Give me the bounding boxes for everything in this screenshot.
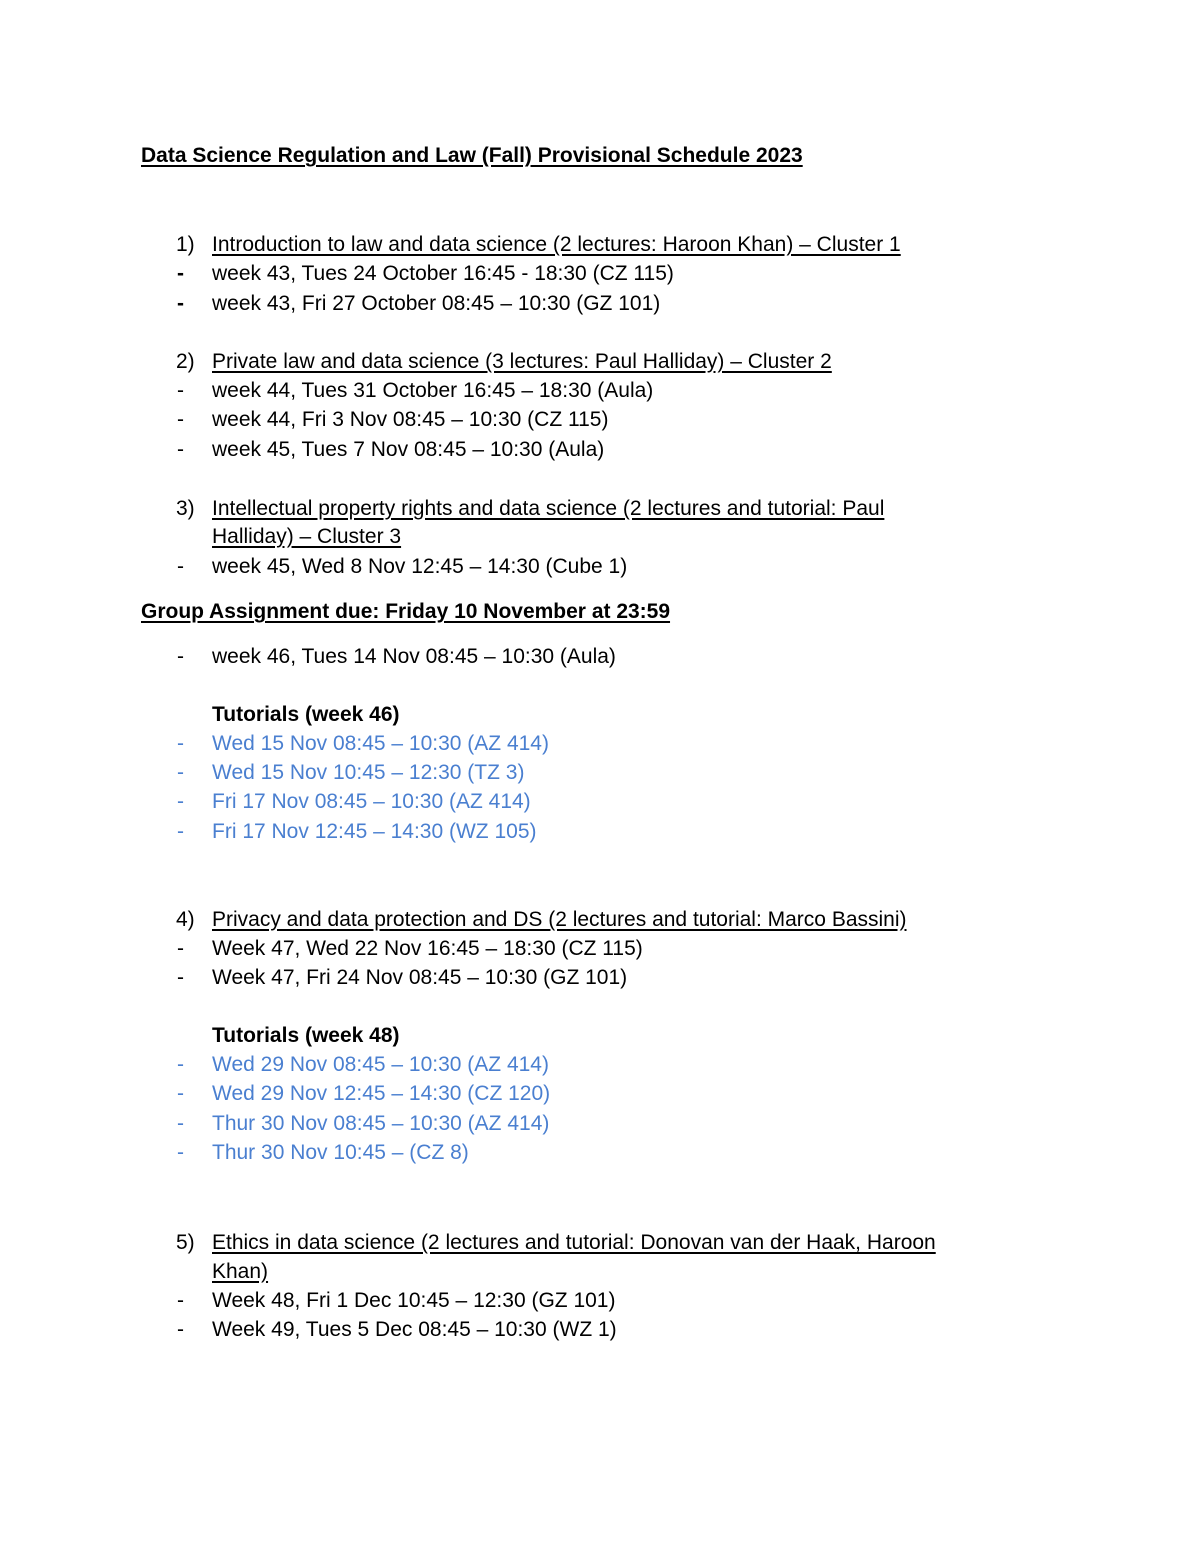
document-title: Data Science Regulation and Law (Fall) Provisional Schedule 2023	[141, 144, 803, 167]
section-3-heading-line2: Halliday) – Cluster 3	[212, 525, 402, 548]
lecture-item: Week 47, Fri 24 Nov 08:45 – 10:30 (GZ 101)	[212, 966, 628, 989]
list-bullet: -	[177, 820, 184, 843]
section-1-number: 1)	[176, 233, 195, 256]
section-3-heading-line1: Intellectual property rights and data science (2 lectures and tutorial: Paul	[212, 497, 885, 520]
lecture-item: week 44, Tues 31 October 16:45 – 18:30 (Aula)	[212, 379, 654, 402]
list-bullet: -	[177, 1082, 184, 1105]
section-2-heading: Private law and data science (3 lectures: Paul Halliday) – Cluster 2	[212, 350, 832, 373]
section-1-heading: Introduction to law and data science (2 lectures: Haroon Khan) – Cluster 1	[212, 233, 901, 256]
list-bullet: -	[177, 1053, 184, 1076]
lecture-item: Week 47, Wed 22 Nov 16:45 – 18:30 (CZ 115)	[212, 937, 643, 960]
tutorials-label: Tutorials (week 48)	[212, 1024, 400, 1047]
list-bullet: -	[177, 966, 184, 989]
list-bullet: -	[177, 761, 184, 784]
section-4-number: 4)	[176, 908, 195, 931]
tutorial-item: Wed 15 Nov 10:45 – 12:30 (TZ 3)	[212, 761, 525, 784]
tutorial-item: Wed 29 Nov 08:45 – 10:30 (AZ 414)	[212, 1053, 549, 1076]
tutorial-item: Thur 30 Nov 10:45 – (CZ 8)	[212, 1141, 469, 1164]
list-bullet: -	[177, 262, 184, 285]
lecture-item: week 43, Fri 27 October 08:45 – 10:30 (GZ 101)	[212, 292, 661, 315]
lecture-item: week 43, Tues 24 October 16:45 - 18:30 (CZ 115)	[212, 262, 674, 285]
list-bullet: -	[177, 438, 184, 461]
list-bullet: -	[177, 555, 184, 578]
list-bullet: -	[177, 732, 184, 755]
list-bullet: -	[177, 408, 184, 431]
lecture-item: week 44, Fri 3 Nov 08:45 – 10:30 (CZ 115)	[212, 408, 609, 431]
list-bullet: -	[177, 292, 184, 315]
group-assignment-notice: Group Assignment due: Friday 10 November at 23:59	[141, 600, 671, 623]
tutorials-label: Tutorials (week 46)	[212, 703, 400, 726]
lecture-item: Week 48, Fri 1 Dec 10:45 – 12:30 (GZ 101)	[212, 1289, 616, 1312]
tutorial-item: Wed 15 Nov 08:45 – 10:30 (AZ 414)	[212, 732, 549, 755]
lecture-item: week 45, Tues 7 Nov 08:45 – 10:30 (Aula)	[212, 438, 605, 461]
tutorial-item: Thur 30 Nov 08:45 – 10:30 (AZ 414)	[212, 1112, 550, 1135]
list-bullet: -	[177, 1318, 184, 1341]
lecture-item: week 45, Wed 8 Nov 12:45 – 14:30 (Cube 1)	[212, 555, 628, 578]
list-bullet: -	[177, 1289, 184, 1312]
list-bullet: -	[177, 1141, 184, 1164]
list-bullet: -	[177, 379, 184, 402]
tutorial-item: Fri 17 Nov 08:45 – 10:30 (AZ 414)	[212, 790, 531, 813]
tutorial-item: Fri 17 Nov 12:45 – 14:30 (WZ 105)	[212, 820, 537, 843]
list-bullet: -	[177, 645, 184, 668]
section-5-number: 5)	[176, 1231, 195, 1254]
tutorial-item: Wed 29 Nov 12:45 – 14:30 (CZ 120)	[212, 1082, 551, 1105]
section-3-number: 3)	[176, 497, 195, 520]
section-2-number: 2)	[176, 350, 195, 373]
section-5-heading-line1: Ethics in data science (2 lectures and tutorial: Donovan van der Haak, Haroon	[212, 1231, 936, 1254]
list-bullet: -	[177, 1112, 184, 1135]
lecture-item: Week 49, Tues 5 Dec 08:45 – 10:30 (WZ 1)	[212, 1318, 617, 1341]
list-bullet: -	[177, 937, 184, 960]
list-bullet: -	[177, 790, 184, 813]
section-4-heading: Privacy and data protection and DS (2 lectures and tutorial: Marco Bassini)	[212, 908, 907, 931]
section-5-heading-line2: Khan)	[212, 1260, 269, 1283]
lecture-item: week 46, Tues 14 Nov 08:45 – 10:30 (Aula)	[212, 645, 616, 668]
